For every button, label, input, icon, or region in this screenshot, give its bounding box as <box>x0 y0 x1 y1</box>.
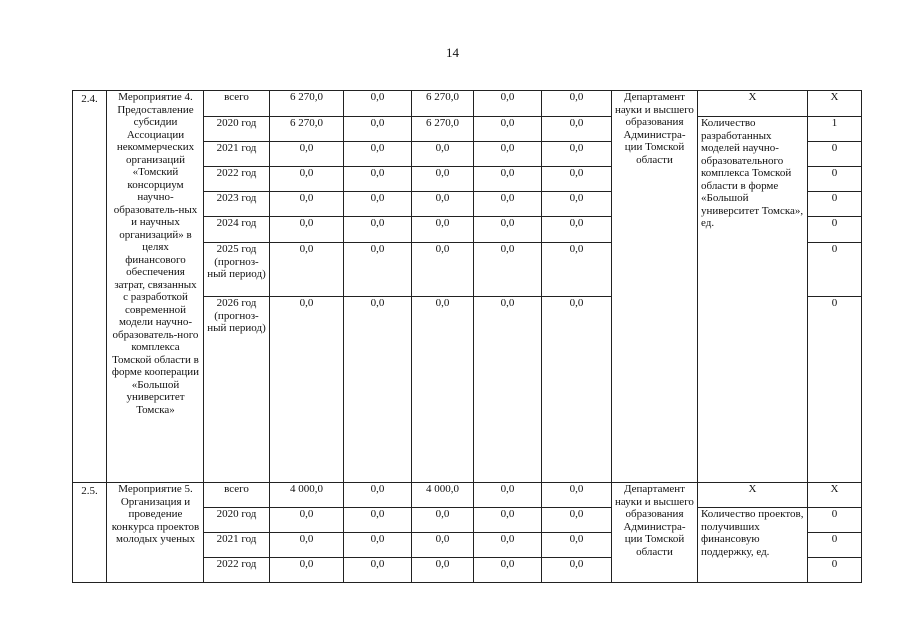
value-federal-cell: 0,0 <box>344 167 412 192</box>
year-cell: 2025 год (прогноз-ный период) <box>204 243 270 297</box>
value-regional-cell: 0,0 <box>412 217 474 243</box>
value-regional-cell: 6 270,0 <box>412 91 474 117</box>
value-regional-cell: 0,0 <box>412 192 474 217</box>
value-regional-cell: 0,0 <box>412 142 474 167</box>
year-cell: 2021 год <box>204 533 270 558</box>
target-value-cell: 0 <box>808 533 862 558</box>
value-local-cell: 0,0 <box>474 167 542 192</box>
program-table <box>72 90 862 583</box>
value-total-cell: 0,0 <box>270 167 344 192</box>
item-name: Мероприятие 4. Предоставление субсидии Ассоциации некоммерческих организаций «Томский консорциум научно-образователь-ных и научных организаций» в целях финансового обеспечения затрат, связанных с разработкой современной модели научно-образователь-ного комплекса Томской области в форме кооперации «Большой университет Томска» <box>107 91 204 483</box>
value-federal-cell: 0,0 <box>344 297 412 483</box>
value-other-cell: 0,0 <box>542 533 612 558</box>
value-regional-cell: 4 000,0 <box>412 483 474 508</box>
indicator-cell: Количество проектов, получивших финансовую поддержку, ед. <box>698 508 808 583</box>
value-local-cell: 0,0 <box>474 117 542 142</box>
year-cell: 2022 год <box>204 558 270 583</box>
value-regional-cell: 6 270,0 <box>412 117 474 142</box>
year-cell: всего <box>204 91 270 117</box>
value-local-cell: 0,0 <box>474 142 542 167</box>
value-federal-cell: 0,0 <box>344 558 412 583</box>
indicator-total-cell: X <box>698 91 808 117</box>
value-federal-cell: 0,0 <box>344 508 412 533</box>
value-regional-cell: 0,0 <box>412 533 474 558</box>
year-cell: 2021 год <box>204 142 270 167</box>
value-federal-cell: 0,0 <box>344 91 412 117</box>
value-total-cell: 0,0 <box>270 142 344 167</box>
value-regional-cell: 0,0 <box>412 558 474 583</box>
target-value-cell: 0 <box>808 167 862 192</box>
table-row <box>73 483 862 508</box>
item-number: 2.4. <box>73 91 107 483</box>
item-number: 2.5. <box>73 483 107 583</box>
value-regional-cell: 0,0 <box>412 508 474 533</box>
value-total-cell: 0,0 <box>270 558 344 583</box>
value-other-cell: 0,0 <box>542 167 612 192</box>
value-other-cell: 0,0 <box>542 142 612 167</box>
value-federal-cell: 0,0 <box>344 243 412 297</box>
indicator-total-cell: X <box>698 483 808 508</box>
year-cell: 2026 год (прогноз-ный период) <box>204 297 270 483</box>
value-local-cell: 0,0 <box>474 533 542 558</box>
year-cell: 2023 год <box>204 192 270 217</box>
value-local-cell: 0,0 <box>474 192 542 217</box>
value-other-cell: 0,0 <box>542 91 612 117</box>
target-total-cell: X <box>808 483 862 508</box>
year-cell: 2024 год <box>204 217 270 243</box>
value-local-cell: 0,0 <box>474 91 542 117</box>
value-other-cell: 0,0 <box>542 243 612 297</box>
year-cell: 2022 год <box>204 167 270 192</box>
value-other-cell: 0,0 <box>542 117 612 142</box>
value-total-cell: 6 270,0 <box>270 117 344 142</box>
table-body <box>73 91 862 583</box>
value-other-cell: 0,0 <box>542 483 612 508</box>
target-value-cell: 0 <box>808 192 862 217</box>
target-value-cell: 0 <box>808 508 862 533</box>
page-number: 14 <box>446 45 459 60</box>
table-row <box>73 91 862 117</box>
value-regional-cell: 0,0 <box>412 167 474 192</box>
target-value-cell: 0 <box>808 142 862 167</box>
value-federal-cell: 0,0 <box>344 142 412 167</box>
value-total-cell: 0,0 <box>270 192 344 217</box>
target-value-cell: 0 <box>808 558 862 583</box>
value-local-cell: 0,0 <box>474 297 542 483</box>
year-cell: всего <box>204 483 270 508</box>
value-local-cell: 0,0 <box>474 217 542 243</box>
value-other-cell: 0,0 <box>542 508 612 533</box>
indicator-cell: Количество разработанных моделей научно-образовательного комплекса Томской области в форме «Большой университет Томска», ед. <box>698 117 808 483</box>
value-federal-cell: 0,0 <box>344 533 412 558</box>
target-total-cell: X <box>808 91 862 117</box>
value-total-cell: 0,0 <box>270 297 344 483</box>
year-cell: 2020 год <box>204 117 270 142</box>
value-total-cell: 0,0 <box>270 533 344 558</box>
target-value-cell: 0 <box>808 217 862 243</box>
executor-cell: Департамент науки и высшего образования Администра-ции Томской области <box>612 483 698 583</box>
value-federal-cell: 0,0 <box>344 217 412 243</box>
value-total-cell: 6 270,0 <box>270 91 344 117</box>
value-total-cell: 0,0 <box>270 217 344 243</box>
target-value-cell: 1 <box>808 117 862 142</box>
value-regional-cell: 0,0 <box>412 297 474 483</box>
value-total-cell: 4 000,0 <box>270 483 344 508</box>
value-local-cell: 0,0 <box>474 483 542 508</box>
executor-cell: Департамент науки и высшего образования Администра-ции Томской области <box>612 91 698 483</box>
value-other-cell: 0,0 <box>542 192 612 217</box>
year-cell: 2020 год <box>204 508 270 533</box>
value-regional-cell: 0,0 <box>412 243 474 297</box>
item-name: Мероприятие 5. Организация и проведение конкурса проектов молодых ученых <box>107 483 204 583</box>
value-total-cell: 0,0 <box>270 243 344 297</box>
value-federal-cell: 0,0 <box>344 117 412 142</box>
value-local-cell: 0,0 <box>474 508 542 533</box>
value-federal-cell: 0,0 <box>344 192 412 217</box>
target-value-cell: 0 <box>808 297 862 483</box>
value-other-cell: 0,0 <box>542 217 612 243</box>
value-federal-cell: 0,0 <box>344 483 412 508</box>
value-other-cell: 0,0 <box>542 558 612 583</box>
value-total-cell: 0,0 <box>270 508 344 533</box>
value-local-cell: 0,0 <box>474 558 542 583</box>
target-value-cell: 0 <box>808 243 862 297</box>
value-other-cell: 0,0 <box>542 297 612 483</box>
value-local-cell: 0,0 <box>474 243 542 297</box>
